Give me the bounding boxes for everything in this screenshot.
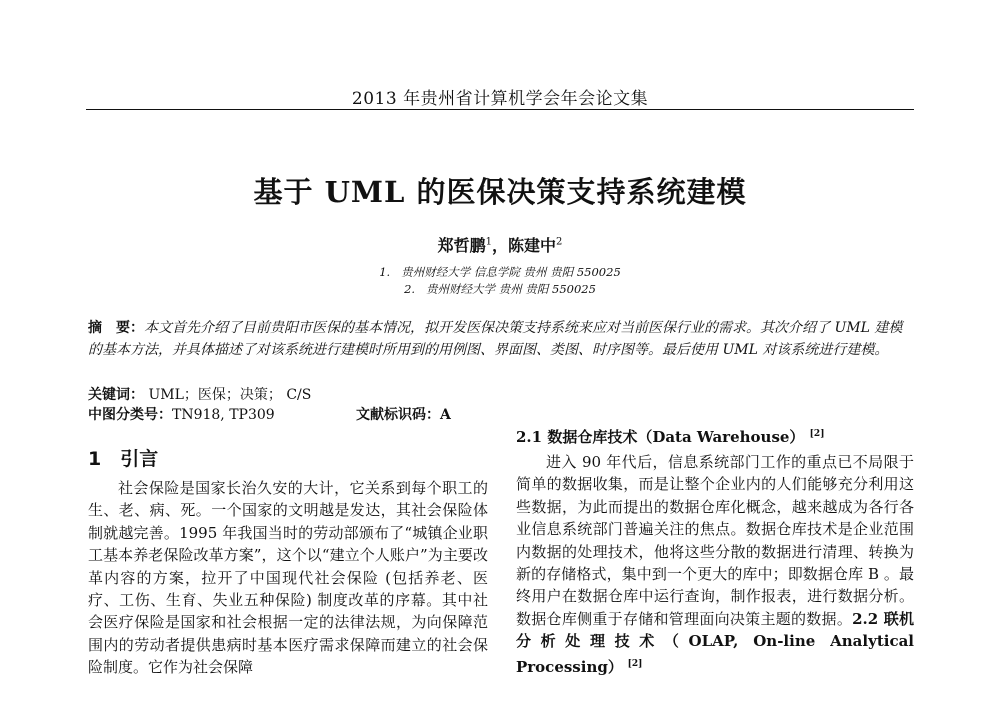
subsection-body (516, 451, 914, 678)
affiliation (0, 264, 1000, 280)
affiliation-number: 1. (379, 265, 391, 279)
author-affil-marker: 1 (485, 236, 492, 248)
section-body: 社会保险是国家长治久安的大计，它关系到每个职工的生、老、病、死。一个国家的文明越是发达，其社会保险体制就越完善。1995 年我国当时的劳动部颁布了“城镇企业职工基本养老保险改革方案”，这个以“建立个人账户”为主要改革内容的方案，拉开了中国现代社会保险 (包括养老、医疗、工伤、生育、失业五种保险) 制度改革的序幕。其中社会医疗保险是国家和社会根据一定的法律法规，为向保障范围内的劳动者提供患病时基本医疗需求保障而建立的社会保险制度。它作为社会保障 (88, 479, 488, 677)
author-name: 郑哲鹏 (437, 236, 486, 255)
citation-ref: [2] (627, 658, 643, 669)
classification-line (88, 404, 508, 424)
document-code (356, 404, 451, 424)
doc-code-value: A (440, 407, 451, 423)
inline-subsection-heading: 2.2 联机分析处理技术（OLAP, On-line Analytical Processing） (516, 609, 914, 676)
affiliation-text: 贵州财经大学 贵州 贵阳 550025 (426, 282, 596, 296)
keywords-label: 关键词： (88, 387, 144, 403)
header-rule (86, 109, 914, 110)
subsection-heading-text: 2.1 数据仓库技术（Data Warehouse） (516, 428, 805, 446)
subsection-body-text: 进入 90 年代后，信息系统部门工作的重点已不局限于简单的数据收集，而是让整个企业内的人们能够充分利用这些数据，为此而提出的数据仓库化概念，越来越成为各行各业信息系统部门普遍关注的焦点。数据仓库技术是企业范围内数据的处理技术，他将这些分散的数据进行清理、转换为新的存储格式，集中到一个更大的库中；即数据仓库 B 。最终用户在数据仓库中运行查询，制作报表，进行数据分析。数据仓库侧重于存储和管理面向决策主题的数据。 (516, 453, 914, 628)
author-separator: ， (491, 236, 508, 255)
doc-code-label: 文献标识码： (356, 407, 440, 423)
keywords (88, 384, 311, 404)
author-affil-marker: 2 (556, 236, 563, 248)
abstract-text: 本文首先介绍了目前贵阳市医保的基本情况，拟开发医保决策支持系统来应对当前医保行业的需求。其次介绍了 UML 建模的基本方法，并具体描述了对该系统进行建模时所用到的用例图、界面图、类图、时序图等。最后使用 UML 对该系统进行建模。 (88, 320, 903, 358)
author-line (0, 233, 1000, 256)
right-column (516, 426, 914, 678)
affiliation-number: 2. (404, 282, 416, 296)
subsection-heading (516, 426, 914, 447)
affiliation (0, 281, 1000, 297)
clc-text: TN918, TP309 (172, 407, 275, 423)
affiliation-text: 贵州财经大学 信息学院 贵州 贵阳 550025 (401, 265, 621, 279)
paper-title: 基于 UML 的医保决策支持系统建模 (253, 175, 747, 209)
abstract-label: 摘 要： (88, 320, 144, 336)
clc-label: 中图分类号： (88, 407, 172, 423)
keywords-text: UML；医保；决策； C/S (144, 387, 312, 403)
running-header: 2013 年贵州省计算机学会年会论文集 (351, 89, 649, 109)
section-heading: 1 引言 (88, 448, 159, 470)
left-column (88, 444, 488, 679)
citation-ref: [2] (809, 429, 825, 439)
abstract (88, 317, 914, 361)
author-name: 陈建中 (508, 236, 557, 255)
